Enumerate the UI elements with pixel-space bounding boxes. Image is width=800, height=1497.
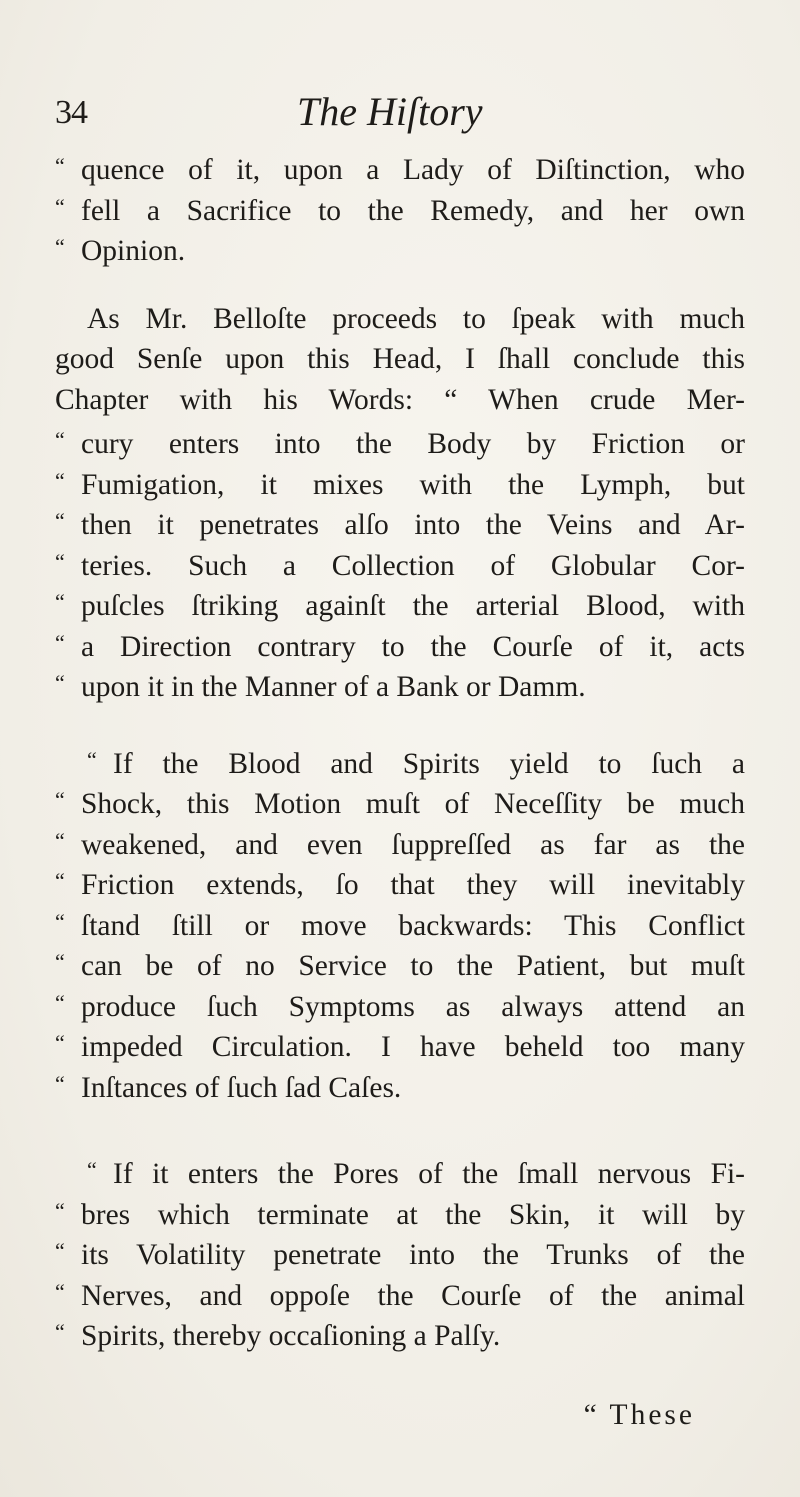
text-line: “ upon it in the Manner of a Bank or Damm. [55,663,745,704]
catchword: “ These [583,1398,695,1431]
quote-mark: “ [55,989,65,1015]
text-line: “ can be of no Service to the Patient, but muſt [55,942,745,983]
page-number: 34 [55,94,87,131]
paragraph-3 [55,740,745,1105]
paragraph-2 [55,299,745,704]
text-line: “ its Volatility penetrate into the Trunks of the [55,1231,745,1272]
text-line: “ quence of it, upon a Lady of Diſtinction, who [55,146,745,187]
quote-mark: “ [55,949,65,974]
text-line: “ ſtand ſtill or move backwards: This Conflict [55,902,745,943]
quote-mark: “ [55,787,65,812]
text-line: good Senſe upon this Head, I ſhall conclude this [55,343,745,375]
text-line: “ puſcles ſtriking againſt the arterial Blood, with [55,582,745,623]
quote-mark: “ [55,234,65,259]
quote-mark: “ [87,746,97,772]
body-text [55,146,745,1435]
quote-mark: “ [55,908,65,934]
quote-mark: “ [55,1030,65,1055]
quote-mark: “ [87,1157,97,1182]
quote-mark: “ [55,1278,65,1304]
paragraph-1 [55,146,745,268]
text-line: “ a Direction contrary to the Courſe of it, acts [55,623,745,664]
text-line: “ Spirits, thereby occaſioning a Palſy. [55,1312,745,1353]
quote-mark: “ [55,508,65,533]
quote-mark: “ [55,548,65,574]
quote-mark: “ [55,1070,65,1096]
text-line: Chapter with his Words: “ When crude Mer- [55,383,745,416]
quote-mark: “ [55,589,65,614]
text-line: “ then it penetrates alſo into the Veins and Ar- [55,501,745,542]
text-line: “ Inſtances of ſuch ſad Caſes. [55,1064,745,1105]
text-line: “ weakened, and even ſuppreſſed as far as the [55,821,745,862]
text-line: “ impeded Circulation. I have beheld too many [55,1023,745,1064]
quote-mark: “ [55,868,65,893]
text-line: “ If the Blood and Spirits yield to ſuch a [55,740,745,781]
quote-mark: “ [55,467,65,493]
text-line: “ bres which terminate at the Skin, it will by [55,1191,745,1232]
quote-mark: “ [55,193,65,219]
text-line: “ Fumigation, it mixes with the Lymph, but [55,461,745,502]
quote-mark: “ [55,827,65,853]
quote-mark: “ [55,629,65,655]
quote-mark: “ [55,670,65,695]
text-line: “ Nerves, and oppoſe the Courſe of the animal [55,1272,745,1313]
quote-mark: “ [55,1197,65,1223]
text-line: “ Friction extends, ſo that they will inevitably [55,861,745,902]
paragraph-4 [55,1150,745,1353]
text-line: “ produce ſuch Symptoms as always attend an [55,983,745,1024]
page-header [55,88,745,138]
quote-mark: “ [55,427,65,452]
text-line: “ Shock, this Motion muſt of Neceſſity be much [55,780,745,821]
quote-mark: “ [55,153,65,178]
text-line: As Mr. Belloſte proceeds to ſpeak with much [87,302,745,335]
quote-mark: “ [55,1319,65,1344]
running-head: The Hiſtory [297,89,483,134]
text-line: “ teries. Such a Collection of Globular Cor- [55,542,745,583]
text-line: “ Opinion. [55,227,745,268]
text-line: “ cury enters into the Body by Friction or [55,420,745,461]
text-line: “ fell a Sacrifice to the Remedy, and her own [55,187,745,228]
text-line: “ If it enters the Pores of the ſmall nervous Fi- [55,1150,745,1191]
quote-mark: “ [55,1238,65,1263]
